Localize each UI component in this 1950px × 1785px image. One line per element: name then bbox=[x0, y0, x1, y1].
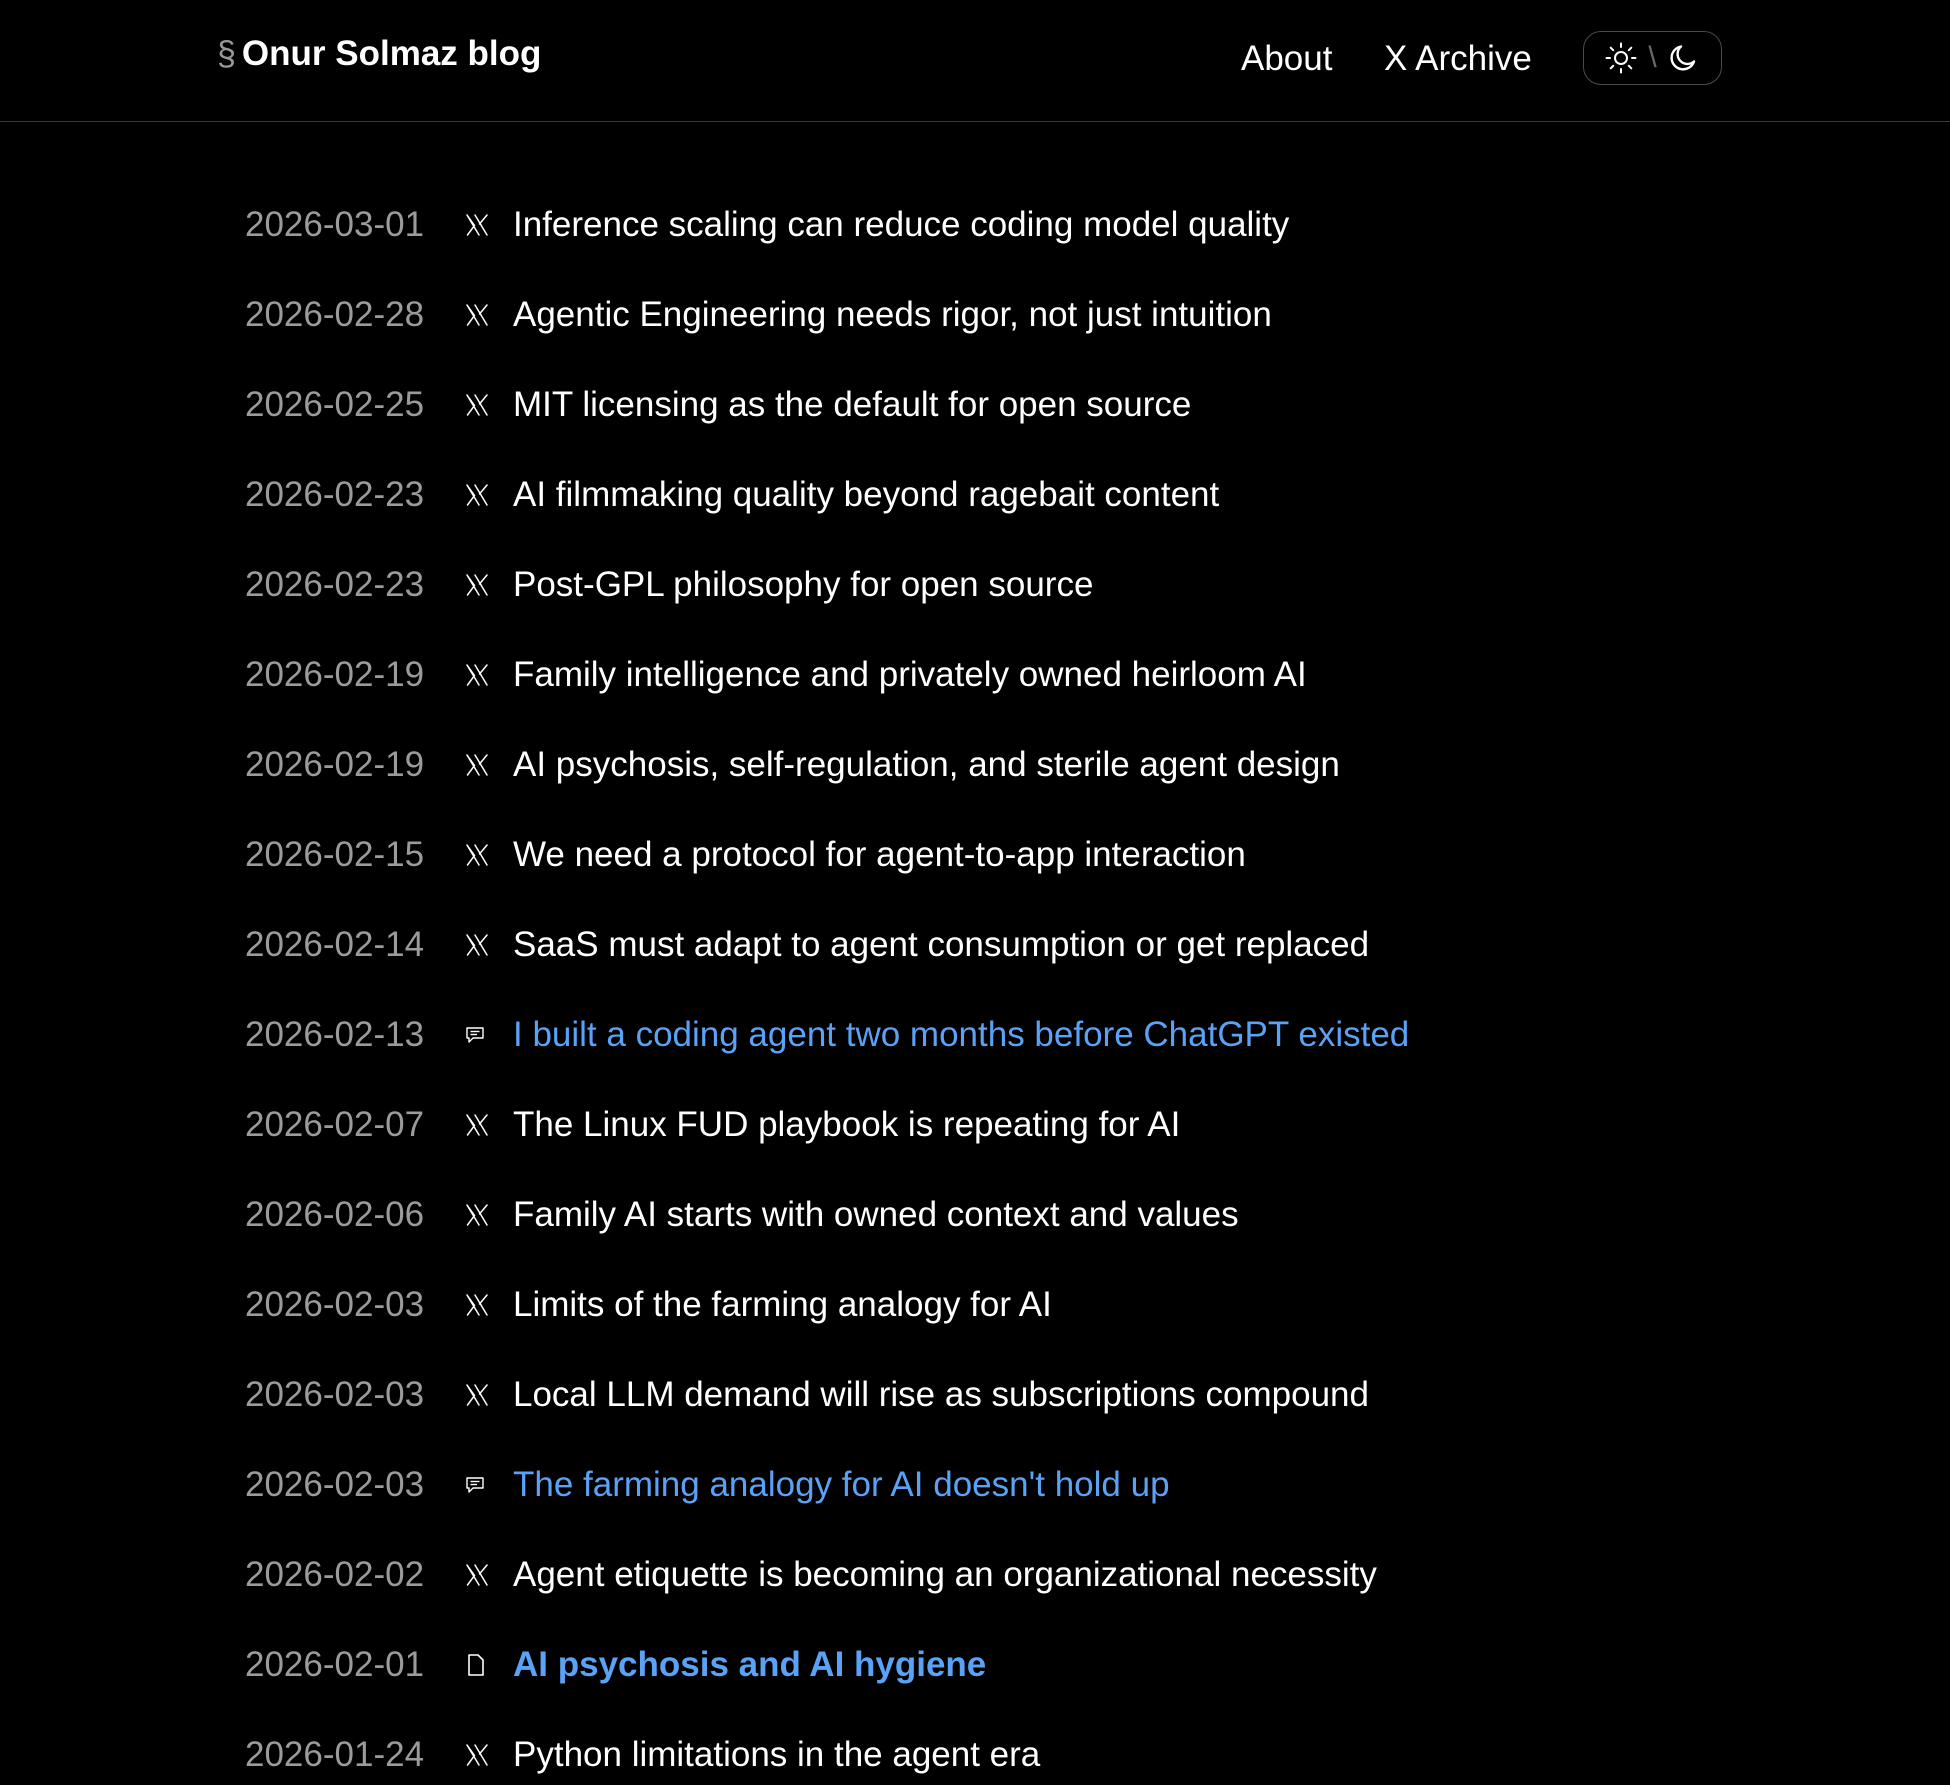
post-title-link[interactable]: MIT licensing as the default for open source bbox=[513, 385, 1192, 424]
moon-icon[interactable] bbox=[1667, 41, 1701, 75]
theme-toggle[interactable] bbox=[1583, 31, 1722, 85]
post-row bbox=[245, 1095, 1180, 1155]
post-title-link[interactable]: The Linux FUD playbook is repeating for AI bbox=[513, 1105, 1181, 1144]
post-title-link[interactable]: We need a protocol for agent-to-app interaction bbox=[513, 835, 1246, 874]
post-title-link[interactable]: Limits of the farming analogy for AI bbox=[513, 1285, 1052, 1324]
post-title-link[interactable]: Family AI starts with owned context and values bbox=[513, 1195, 1239, 1234]
post-date: 2026-02-02 bbox=[245, 1555, 425, 1594]
post-date: 2026-03-01 bbox=[245, 205, 425, 244]
x-logo-icon bbox=[465, 295, 507, 335]
post-title-link[interactable]: The farming analogy for AI doesn't hold up bbox=[513, 1465, 1170, 1504]
post-row bbox=[245, 1185, 1239, 1245]
document-icon bbox=[465, 1645, 507, 1685]
x-logo-icon bbox=[465, 835, 507, 875]
site-title bbox=[217, 34, 541, 74]
post-date: 2026-02-01 bbox=[245, 1645, 425, 1684]
nav-about-link[interactable]: About bbox=[1241, 39, 1333, 78]
x-logo-icon bbox=[465, 1375, 507, 1415]
post-row bbox=[245, 825, 1246, 885]
post-row bbox=[245, 1005, 1409, 1065]
post-row bbox=[245, 195, 1289, 255]
post-row bbox=[245, 285, 1272, 345]
post-title-link[interactable]: Python limitations in the agent era bbox=[513, 1735, 1041, 1774]
x-logo-icon bbox=[465, 925, 507, 965]
post-date: 2026-02-06 bbox=[245, 1195, 425, 1234]
post-date: 2026-02-23 bbox=[245, 475, 425, 514]
post-date: 2026-02-07 bbox=[245, 1105, 425, 1144]
post-row bbox=[245, 375, 1191, 435]
x-logo-icon bbox=[465, 1555, 507, 1595]
x-logo-icon bbox=[465, 565, 507, 605]
post-date: 2026-02-23 bbox=[245, 565, 425, 604]
x-logo-icon bbox=[465, 475, 507, 515]
post-date: 2026-02-14 bbox=[245, 925, 425, 964]
post-title-link[interactable]: Agentic Engineering needs rigor, not just intuition bbox=[513, 295, 1272, 334]
sun-icon[interactable] bbox=[1604, 41, 1638, 75]
x-logo-icon bbox=[465, 1735, 507, 1775]
section-sign-icon: § bbox=[217, 34, 236, 73]
x-logo-icon bbox=[465, 1105, 507, 1145]
post-row bbox=[245, 915, 1369, 975]
x-logo-icon bbox=[465, 745, 507, 785]
post-date: 2026-02-19 bbox=[245, 655, 425, 694]
post-date: 2026-02-03 bbox=[245, 1465, 425, 1504]
x-logo-icon bbox=[465, 655, 507, 695]
x-logo-icon bbox=[465, 385, 507, 425]
toggle-separator: \ bbox=[1648, 41, 1657, 74]
post-row bbox=[245, 1725, 1040, 1785]
post-title-link[interactable]: SaaS must adapt to agent consumption or get replaced bbox=[513, 925, 1370, 964]
post-title-link[interactable]: I built a coding agent two months before ChatGPT existed bbox=[513, 1015, 1410, 1054]
post-title-link[interactable]: AI filmmaking quality beyond ragebait content bbox=[513, 475, 1220, 514]
post-title-link[interactable]: Inference scaling can reduce coding model quality bbox=[513, 205, 1290, 244]
post-date: 2026-02-19 bbox=[245, 745, 425, 784]
post-title-link[interactable]: Family intelligence and privately owned heirloom AI bbox=[513, 655, 1307, 694]
post-date: 2026-01-24 bbox=[245, 1735, 425, 1774]
post-row bbox=[245, 1365, 1369, 1425]
post-title-link[interactable]: Agent etiquette is becoming an organizational necessity bbox=[513, 1555, 1377, 1594]
post-date: 2026-02-03 bbox=[245, 1285, 425, 1324]
post-title-link[interactable]: Post-GPL philosophy for open source bbox=[513, 565, 1094, 604]
x-logo-icon bbox=[465, 1195, 507, 1235]
post-title-link[interactable]: AI psychosis and AI hygiene bbox=[513, 1645, 987, 1684]
post-row bbox=[245, 555, 1093, 615]
post-row bbox=[245, 1635, 986, 1695]
post-row bbox=[245, 465, 1219, 525]
nav-x-archive-link[interactable]: X Archive bbox=[1384, 39, 1532, 78]
post-date: 2026-02-15 bbox=[245, 835, 425, 874]
comment-icon bbox=[465, 1465, 507, 1505]
site-title-link[interactable]: Onur Solmaz blog bbox=[241, 34, 542, 73]
post-row bbox=[245, 1545, 1377, 1605]
post-date: 2026-02-25 bbox=[245, 385, 425, 424]
post-row bbox=[245, 1275, 1052, 1335]
post-title-link[interactable]: Local LLM demand will rise as subscriptions compound bbox=[513, 1375, 1369, 1414]
post-date: 2026-02-13 bbox=[245, 1015, 425, 1054]
post-row bbox=[245, 1455, 1170, 1515]
comment-icon bbox=[465, 1015, 507, 1055]
post-date: 2026-02-28 bbox=[245, 295, 425, 334]
x-logo-icon bbox=[465, 205, 507, 245]
site-header bbox=[0, 0, 1950, 122]
post-row bbox=[245, 735, 1340, 795]
post-row bbox=[245, 645, 1307, 705]
post-date: 2026-02-03 bbox=[245, 1375, 425, 1414]
x-logo-icon bbox=[465, 1285, 507, 1325]
post-title-link[interactable]: AI psychosis, self-regulation, and sterile agent design bbox=[513, 745, 1340, 784]
